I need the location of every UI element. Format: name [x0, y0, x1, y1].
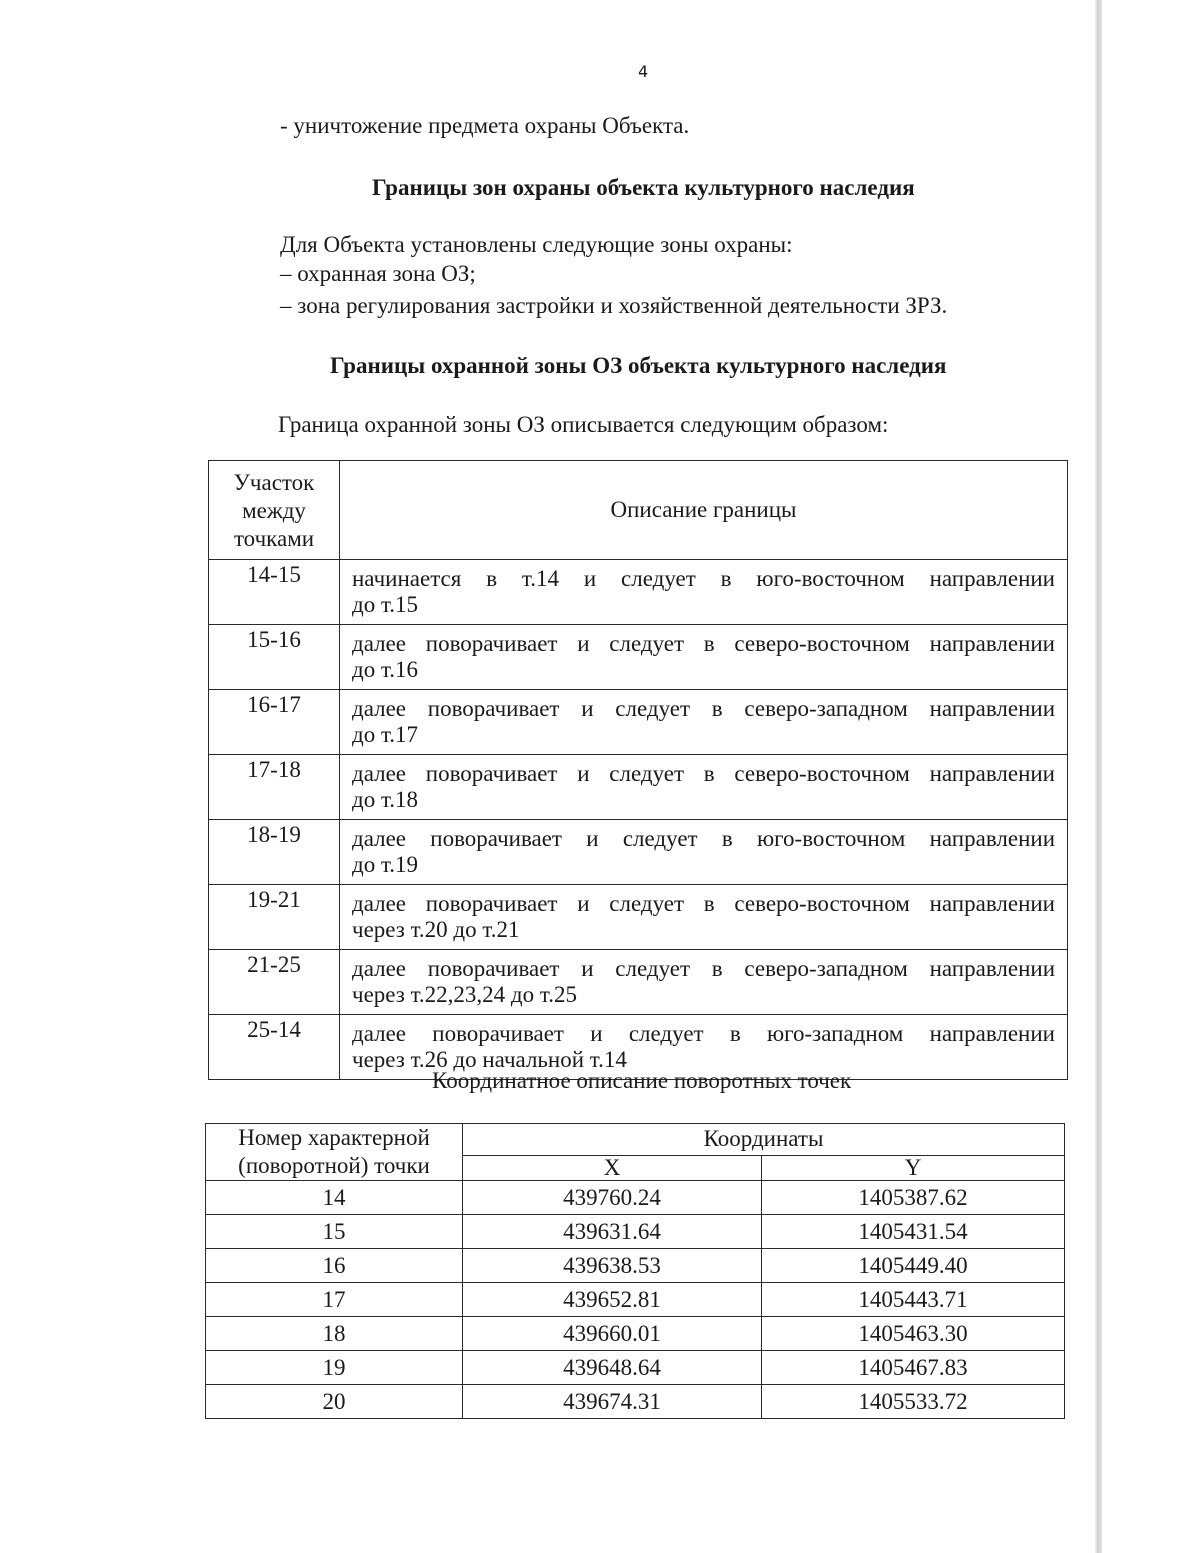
- coordinates-table: [205, 1123, 1065, 1419]
- section-cell: 15-16: [209, 625, 340, 690]
- table-header-row: [209, 461, 1068, 560]
- point-cell: 16: [206, 1249, 463, 1283]
- x-cell: 439638.53: [463, 1249, 762, 1283]
- zones-intro: Для Объекта установлены следующие зоны охраны:: [280, 232, 793, 257]
- table-row: [206, 1317, 1065, 1351]
- header-description: Описание границы: [340, 461, 1068, 560]
- header-point-line: Номер характерной: [238, 1125, 430, 1150]
- point-cell: 14: [206, 1181, 463, 1215]
- intro-line: - уничтожение предмета охраны Объекта.: [280, 113, 690, 138]
- y-cell: 1405387.62: [762, 1181, 1065, 1215]
- table-row: [209, 690, 1068, 755]
- y-cell: 1405467.83: [762, 1351, 1065, 1385]
- description-line: через т.20 до т.21: [352, 917, 520, 942]
- description-line: до т.15: [352, 592, 419, 617]
- oz-intro: Граница охранной зоны ОЗ описывается следующим образом:: [278, 412, 889, 437]
- description-line: далее поворачивает и следует в северо-западном направлении: [352, 696, 1055, 721]
- x-cell: 439652.81: [463, 1283, 762, 1317]
- point-cell: 18: [206, 1317, 463, 1351]
- description-line: через т.22,23,24 до т.25: [352, 982, 577, 1007]
- table-row: [206, 1215, 1065, 1249]
- header-section-line: точками: [233, 526, 315, 551]
- y-cell: 1405443.71: [762, 1283, 1065, 1317]
- section-cell: 17-18: [209, 755, 340, 820]
- point-cell: 19: [206, 1351, 463, 1385]
- point-cell: 17: [206, 1283, 463, 1317]
- section-cell: 19-21: [209, 885, 340, 950]
- table-row: [209, 625, 1068, 690]
- header-section: [209, 461, 340, 560]
- zone-item: – зона регулирования застройки и хозяйственной деятельности ЗРЗ.: [280, 293, 948, 318]
- table-row: [206, 1351, 1065, 1385]
- x-cell: 439631.64: [463, 1215, 762, 1249]
- y-cell: 1405463.30: [762, 1317, 1065, 1351]
- description-line: далее поворачивает и следует в северо-восточном направлении: [352, 761, 1055, 786]
- header-x: X: [463, 1155, 762, 1180]
- header-y: Y: [762, 1155, 1065, 1180]
- description-line: начинается в т.14 и следует в юго-восточном направлении: [352, 566, 1055, 591]
- x-cell: 439660.01: [463, 1317, 762, 1351]
- table-header-row: [206, 1124, 1065, 1156]
- table-row: [209, 755, 1068, 820]
- boundary-table: [208, 460, 1068, 1080]
- section-cell: 16-17: [209, 690, 340, 755]
- table-row: [209, 560, 1068, 625]
- section-cell: 18-19: [209, 820, 340, 885]
- description-line: далее поворачивает и следует в северо-восточном направлении: [352, 631, 1055, 656]
- x-cell: 439674.31: [463, 1385, 762, 1419]
- point-cell: 20: [206, 1385, 463, 1419]
- section-cell: 21-25: [209, 950, 340, 1015]
- table-row: [209, 950, 1068, 1015]
- section-cell: 14-15: [209, 560, 340, 625]
- header-coordinates: Координаты: [463, 1124, 1065, 1156]
- description-cell: [340, 625, 1068, 690]
- description-line: до т.19: [352, 852, 419, 877]
- header-point: [206, 1124, 463, 1181]
- header-section-line: между: [242, 498, 306, 523]
- description-cell: [340, 690, 1068, 755]
- coords-heading: Координатное описание поворотных точек: [432, 1068, 852, 1093]
- description-line: далее поворачивает и следует в северо-восточном направлении: [352, 891, 1055, 916]
- y-cell: 1405533.72: [762, 1385, 1065, 1419]
- description-line: далее поворачивает и следует в юго-восточном направлении: [352, 826, 1055, 851]
- description-line: до т.16: [352, 657, 419, 682]
- table-row: [209, 885, 1068, 950]
- x-cell: 439648.64: [463, 1351, 762, 1385]
- header-section-line: Участок: [233, 470, 315, 495]
- table-row: [206, 1283, 1065, 1317]
- description-line: до т.17: [352, 722, 419, 747]
- section-cell: 25-14: [209, 1015, 340, 1080]
- description-cell: [340, 820, 1068, 885]
- header-point-line: (поворотной) точки: [238, 1153, 430, 1178]
- point-cell: 15: [206, 1215, 463, 1249]
- description-line: через т.26 до начальной т.14: [352, 1047, 627, 1072]
- description-cell: [340, 885, 1068, 950]
- description-cell: [340, 560, 1068, 625]
- scan-edge: [1095, 0, 1102, 1553]
- table-row: [206, 1181, 1065, 1215]
- table-row: [206, 1249, 1065, 1283]
- zone-item: – охранная зона ОЗ;: [280, 261, 476, 286]
- heading-oz: Границы охранной зоны ОЗ объекта культурного наследия: [330, 353, 947, 378]
- page-number: 4: [638, 62, 649, 81]
- table-row: [206, 1385, 1065, 1419]
- description-line: далее поворачивает и следует в юго-западном направлении: [352, 1021, 1055, 1046]
- description-line: далее поворачивает и следует в северо-западном направлении: [352, 956, 1055, 981]
- description-cell: [340, 755, 1068, 820]
- y-cell: 1405449.40: [762, 1249, 1065, 1283]
- description-cell: [340, 950, 1068, 1015]
- y-cell: 1405431.54: [762, 1215, 1065, 1249]
- table-row: [209, 820, 1068, 885]
- description-line: до т.18: [352, 787, 419, 812]
- heading-zones: Границы зон охраны объекта культурного наследия: [372, 175, 915, 200]
- x-cell: 439760.24: [463, 1181, 762, 1215]
